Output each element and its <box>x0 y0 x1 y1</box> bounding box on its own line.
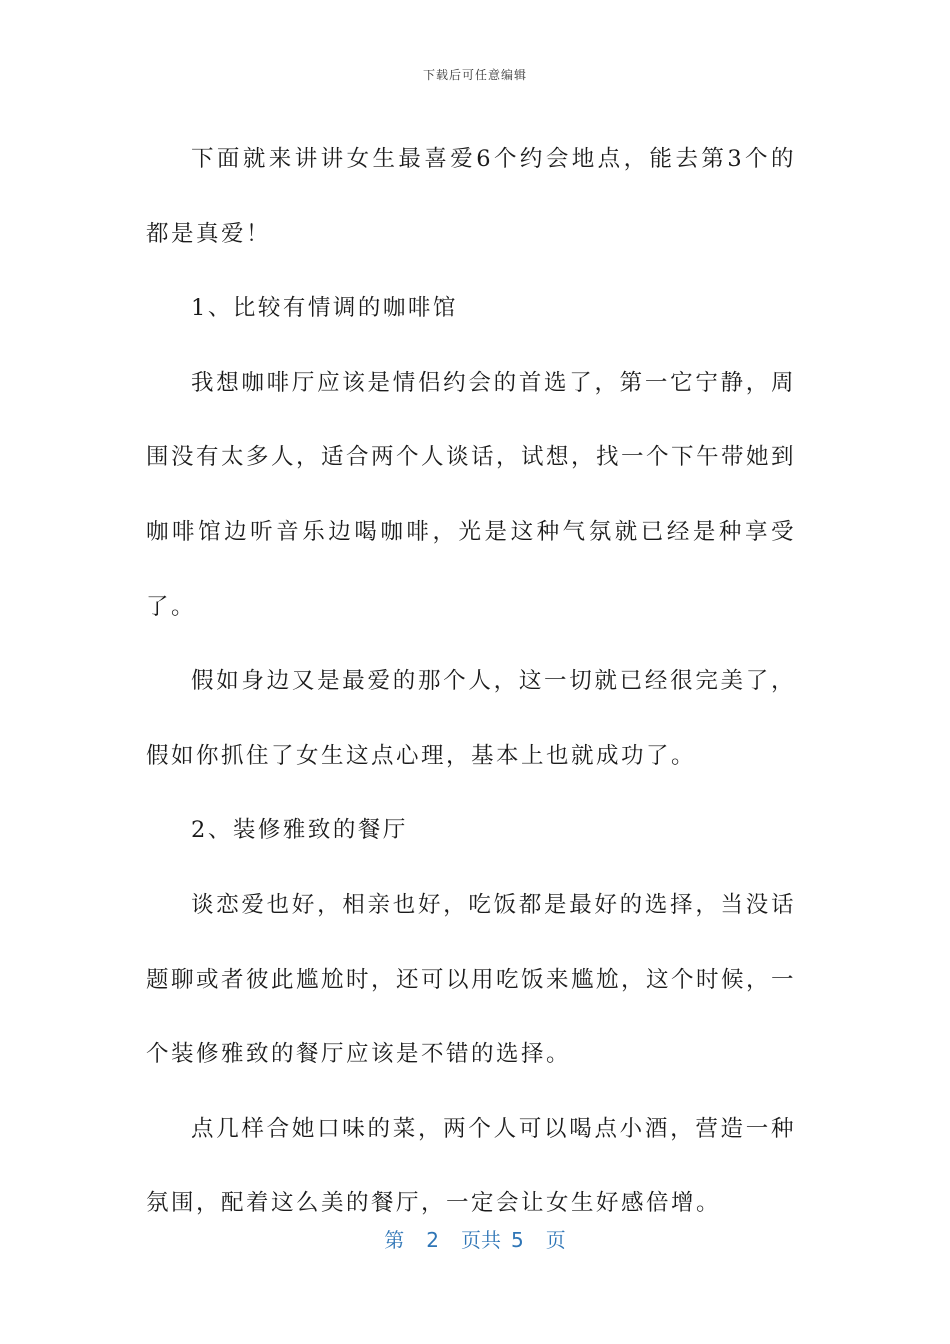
paragraph: 假如身边又是最爱的那个人，这一切就已经很完美了，假如你抓住了女生这点心理，基本上也就成功了。 <box>146 668 796 769</box>
paragraph-intro: 下面就来讲讲女生最喜爱6个约会地点，能去第3个的都是真爱！ <box>146 146 796 247</box>
footer-of-word: 页共 <box>461 1228 501 1252</box>
page-footer <box>0 1224 950 1253</box>
paragraph: 谈恋爱也好，相亲也好，吃饭都是最好的选择，当没话题聊或者彼此尴尬时，还可以用吃饭来尴尬，这个时候，一个装修雅致的餐厅应该是不错的选择。 <box>146 891 797 1068</box>
document-body <box>146 122 796 1241</box>
section-heading-1: 1、比较有情调的咖啡馆 <box>191 295 458 322</box>
footer-page-word: 第 <box>384 1228 405 1252</box>
paragraph: 点几样合她口味的菜，两个人可以喝点小酒，营造一种氛围，配着这么美的餐厅，一定会让女生好感倍增。 <box>146 1115 796 1217</box>
footer-total-pages: 5 <box>511 1228 524 1252</box>
paragraph: 我想咖啡厅应该是情侣约会的首选了，第一它宁静，周围没有太多人，适合两个人谈话，试想，找一个下午带她到咖啡馆边听音乐边喝咖啡，光是这种气氛就已经是种享受了。 <box>146 369 797 620</box>
footer-page-suffix: 页 <box>545 1228 566 1252</box>
section-heading-2: 2、装修雅致的餐厅 <box>191 817 408 844</box>
page-header: 下载后可任意编辑 <box>422 68 527 82</box>
footer-current-page: 2 <box>426 1228 439 1252</box>
